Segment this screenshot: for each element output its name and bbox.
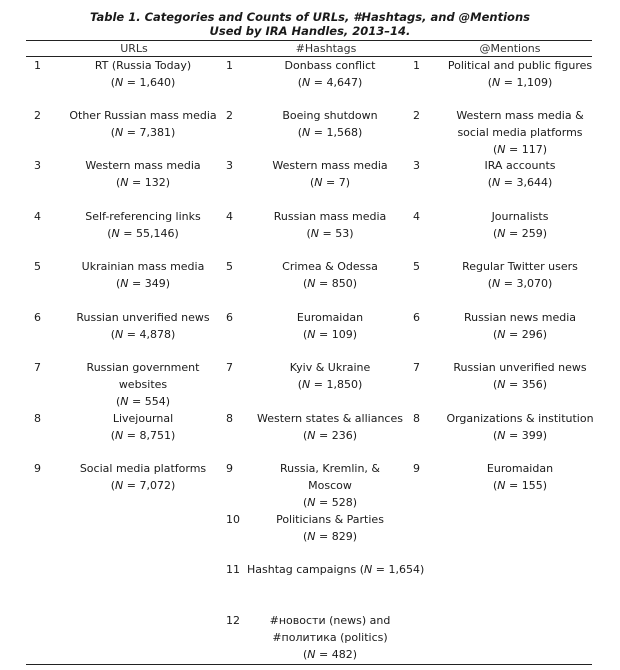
- hashtags-category-cell: [242, 108, 418, 142]
- category-label: Western mass media: [272, 159, 388, 172]
- count-paren: (: [492, 142, 498, 156]
- category-label: Euromaidan: [486, 462, 554, 475]
- urls-row-number: 3: [34, 159, 41, 172]
- category-label: Crimea & Odessa: [282, 260, 378, 273]
- count-line: [242, 175, 418, 192]
- count-line: [242, 377, 418, 394]
- category-label: Social media platforms: [79, 462, 207, 475]
- count-value: = 3,644): [500, 175, 553, 189]
- table-caption-line1: Table 1. Categories and Counts of URLs, #Hashtags, and @Mentions: [90, 10, 530, 24]
- urls-category-cell: [48, 259, 238, 293]
- hashtags-category-cell: [247, 562, 424, 579]
- urls-category-cell: [48, 461, 238, 495]
- table-bottom-rule: [26, 664, 592, 665]
- urls-category-cell: [48, 360, 238, 410]
- mentions-row-number: 9: [413, 462, 420, 475]
- count-value: = 482): [315, 647, 358, 661]
- n-label: N: [115, 327, 124, 341]
- count-value: = 528): [315, 495, 358, 509]
- category-label: social media platforms: [457, 125, 583, 139]
- count-paren: (: [110, 478, 116, 492]
- count-value: = 399): [505, 428, 548, 442]
- category-label: Russian government: [86, 361, 200, 374]
- category-label: Russian news media: [463, 311, 577, 324]
- n-label: N: [115, 478, 124, 492]
- count-value: = 829): [315, 529, 358, 543]
- count-paren: (: [110, 75, 116, 89]
- count-line: [427, 175, 613, 192]
- count-paren: (: [110, 125, 116, 139]
- n-label: N: [120, 394, 129, 408]
- mentions-row-number: 5: [413, 260, 420, 273]
- count-paren: (: [302, 647, 308, 661]
- n-label: N: [497, 226, 506, 240]
- category-label: Russian unverified news: [453, 361, 587, 374]
- category-label: #новости (news) and: [269, 614, 391, 627]
- mentions-category-cell: [427, 461, 613, 495]
- mentions-row-number: 6: [413, 311, 420, 324]
- count-line: [242, 276, 418, 293]
- count-value: = 132): [128, 175, 171, 189]
- category-label: Western states & alliances: [257, 412, 403, 425]
- urls-category-cell: [48, 310, 238, 344]
- hashtags-category-cell: [242, 461, 418, 511]
- category-label: Livejournal: [112, 412, 174, 425]
- hashtags-row-number: 5: [226, 260, 233, 273]
- count-paren: (: [309, 175, 315, 189]
- n-label: N: [307, 327, 316, 341]
- count-line: [427, 276, 613, 293]
- count-value: = 155): [505, 478, 548, 492]
- mentions-category-cell: [427, 360, 613, 394]
- count-value: = 55,146): [119, 226, 179, 240]
- count-paren: (: [115, 175, 121, 189]
- count-paren: (: [302, 529, 308, 543]
- count-value: = 356): [505, 377, 548, 391]
- n-label: N: [111, 226, 120, 240]
- column-header-hashtags: #Hashtags: [295, 42, 357, 55]
- count-value: = 3,070): [500, 276, 553, 290]
- count-line: [427, 226, 613, 243]
- hashtags-row-number: 6: [226, 311, 233, 324]
- urls-row-number: 1: [34, 59, 41, 72]
- urls-row-number: 7: [34, 361, 41, 374]
- count-line: [242, 495, 418, 512]
- hashtags-row-number: 2: [226, 109, 233, 122]
- count-line: [48, 327, 238, 344]
- count-line: [48, 226, 238, 243]
- count-paren: (: [492, 226, 498, 240]
- hashtags-category-cell: [242, 411, 418, 445]
- count-line: [48, 394, 238, 411]
- n-label: N: [307, 495, 316, 509]
- hashtags-category-cell: [242, 158, 418, 192]
- count-line: [242, 226, 418, 243]
- category-label: Russian unverified news: [76, 311, 210, 324]
- column-header-mentions: @Mentions: [479, 42, 541, 55]
- n-label: N: [302, 377, 311, 391]
- count-value: = 554): [128, 394, 171, 408]
- count-value: = 1,640): [123, 75, 176, 89]
- n-label: N: [115, 125, 124, 139]
- hashtags-row-number: 12: [226, 614, 240, 627]
- n-label: N: [492, 276, 501, 290]
- category-label: Ukrainian mass media: [81, 260, 205, 273]
- category-label: Journalists: [491, 210, 549, 223]
- n-label: N: [302, 75, 311, 89]
- count-line: [48, 125, 238, 142]
- count-value: = 1,654): [372, 563, 425, 576]
- count-paren: (: [302, 276, 308, 290]
- count-line: [48, 478, 238, 495]
- n-label: N: [314, 175, 323, 189]
- hashtags-row-number: 10: [226, 513, 240, 526]
- count-value: = 53): [319, 226, 354, 240]
- count-line: [427, 478, 613, 495]
- count-paren: (: [297, 377, 303, 391]
- hashtags-row-number: 7: [226, 361, 233, 374]
- n-label: N: [120, 175, 129, 189]
- count-value: = 1,568): [310, 125, 363, 139]
- count-value: = 8,751): [123, 428, 176, 442]
- mentions-category-cell: [427, 310, 613, 344]
- count-value: = 1,109): [500, 75, 553, 89]
- n-label: N: [307, 647, 316, 661]
- count-line: [242, 529, 418, 546]
- count-line: [242, 428, 418, 445]
- category-label: Organizations & institution: [446, 412, 594, 425]
- count-value: = 296): [505, 327, 548, 341]
- count-value: = 850): [315, 276, 358, 290]
- category-label: Politicians & Parties: [276, 513, 384, 526]
- category-label: #политика (politics): [272, 630, 388, 644]
- hashtags-category-cell: [242, 209, 418, 243]
- mentions-row-number: 7: [413, 361, 420, 374]
- hashtags-row-number: 4: [226, 210, 233, 223]
- n-label: N: [497, 377, 506, 391]
- count-paren: (: [492, 327, 498, 341]
- mentions-category-cell: [427, 108, 613, 158]
- count-paren: (: [302, 495, 308, 509]
- category-label: Kyiv & Ukraine: [289, 361, 371, 374]
- mentions-row-number: 1: [413, 59, 420, 72]
- table-caption-line2: Used by IRA Handles, 2013–14.: [209, 24, 411, 38]
- mentions-category-cell: [427, 259, 613, 293]
- hashtags-category-cell: [242, 613, 418, 663]
- count-paren: (: [487, 276, 493, 290]
- category-label: Russia, Kremlin, &: [279, 462, 380, 475]
- count-paren: (: [297, 125, 303, 139]
- n-label: N: [492, 75, 501, 89]
- count-value: = 236): [315, 428, 358, 442]
- category-label: Russian mass media: [273, 210, 387, 223]
- category-label: Donbass conflict: [284, 59, 376, 72]
- mentions-category-cell: [427, 58, 613, 92]
- count-paren: (: [302, 428, 308, 442]
- count-line: [242, 75, 418, 92]
- count-paren: (: [110, 327, 116, 341]
- hashtags-row-number: 9: [226, 462, 233, 475]
- count-line: [242, 327, 418, 344]
- count-value: = 259): [505, 226, 548, 240]
- n-label: N: [302, 125, 311, 139]
- mentions-category-cell: [427, 158, 613, 192]
- column-header-urls: URLs: [120, 42, 148, 55]
- count-paren: (: [107, 226, 112, 240]
- n-label: N: [115, 75, 124, 89]
- count-line: [427, 327, 613, 344]
- n-label: N: [497, 428, 506, 442]
- n-label: N: [115, 428, 124, 442]
- n-label: N: [307, 529, 316, 543]
- count-value: = 109): [315, 327, 358, 341]
- table-top-rule: [26, 40, 592, 41]
- count-paren: (: [487, 175, 493, 189]
- n-label: N: [492, 175, 501, 189]
- hashtags-row-number: 1: [226, 59, 233, 72]
- urls-category-cell: [48, 58, 238, 92]
- count-line: [427, 142, 613, 159]
- count-value: = 1,850): [310, 377, 363, 391]
- category-label: Boeing shutdown: [282, 109, 378, 122]
- count-paren: (: [492, 377, 498, 391]
- count-paren: (: [297, 75, 303, 89]
- count-value: = 4,647): [310, 75, 363, 89]
- count-line: [242, 647, 418, 664]
- urls-row-number: 8: [34, 412, 41, 425]
- count-line: [48, 428, 238, 445]
- mentions-row-number: 2: [413, 109, 420, 122]
- count-value: = 7,381): [123, 125, 176, 139]
- count-paren: (: [492, 428, 498, 442]
- count-line: [48, 276, 238, 293]
- count-line: [48, 175, 238, 192]
- category-label: RT (Russia Today): [94, 59, 192, 72]
- count-value: = 4,878): [123, 327, 176, 341]
- hashtags-category-cell: [242, 259, 418, 293]
- urls-category-cell: [48, 209, 238, 243]
- count-paren: (: [487, 75, 493, 89]
- mentions-category-cell: [427, 411, 613, 445]
- mentions-category-cell: [427, 209, 613, 243]
- n-label: N: [307, 276, 316, 290]
- n-label: N: [307, 428, 316, 442]
- count-paren: (: [302, 327, 308, 341]
- count-paren: (: [306, 226, 311, 240]
- n-label: N: [310, 226, 320, 240]
- category-label: Political and public figures: [447, 59, 593, 72]
- header-bottom-rule: [26, 56, 592, 57]
- count-line: [427, 75, 613, 92]
- mentions-row-number: 3: [413, 159, 420, 172]
- urls-category-cell: [48, 108, 238, 142]
- urls-category-cell: [48, 158, 238, 192]
- category-label: Western mass media: [85, 159, 201, 172]
- n-label: N: [364, 563, 373, 576]
- hashtags-category-cell: [242, 58, 418, 92]
- mentions-row-number: 4: [413, 210, 420, 223]
- category-label: Other Russian mass media: [69, 109, 217, 122]
- count-value: = 7,072): [123, 478, 176, 492]
- count-line: [427, 377, 613, 394]
- hashtags-category-cell: [242, 512, 418, 546]
- category-label: IRA accounts: [484, 159, 556, 172]
- count-paren: (: [110, 428, 116, 442]
- category-label: Hashtag campaigns (: [247, 563, 365, 576]
- hashtags-row-number: 3: [226, 159, 233, 172]
- count-line: [242, 125, 418, 142]
- count-value: = 349): [128, 276, 171, 290]
- n-label: N: [120, 276, 129, 290]
- n-label: N: [497, 327, 506, 341]
- hashtags-row-number: 8: [226, 412, 233, 425]
- category-label: websites: [118, 377, 168, 391]
- category-label: Euromaidan: [296, 311, 364, 324]
- mentions-row-number: 8: [413, 412, 420, 425]
- urls-row-number: 5: [34, 260, 41, 273]
- category-label: Self-referencing links: [85, 210, 201, 223]
- n-label: N: [497, 142, 506, 156]
- count-paren: (: [115, 276, 121, 290]
- n-label: N: [497, 478, 506, 492]
- count-value: = 7): [322, 175, 351, 189]
- count-paren: (: [492, 478, 498, 492]
- count-value: = 117): [505, 142, 548, 156]
- urls-category-cell: [48, 411, 238, 445]
- count-line: [427, 428, 613, 445]
- category-label: Western mass media &: [456, 109, 584, 122]
- category-label: Regular Twitter users: [462, 260, 578, 273]
- category-label: Moscow: [308, 478, 352, 492]
- urls-row-number: 2: [34, 109, 41, 122]
- hashtags-category-cell: [242, 360, 418, 394]
- urls-row-number: 6: [34, 311, 41, 324]
- hashtags-row-number: 11: [226, 563, 240, 576]
- hashtags-category-cell: [242, 310, 418, 344]
- urls-row-number: 4: [34, 210, 41, 223]
- urls-row-number: 9: [34, 462, 41, 475]
- count-paren: (: [115, 394, 121, 408]
- count-line: [48, 75, 238, 92]
